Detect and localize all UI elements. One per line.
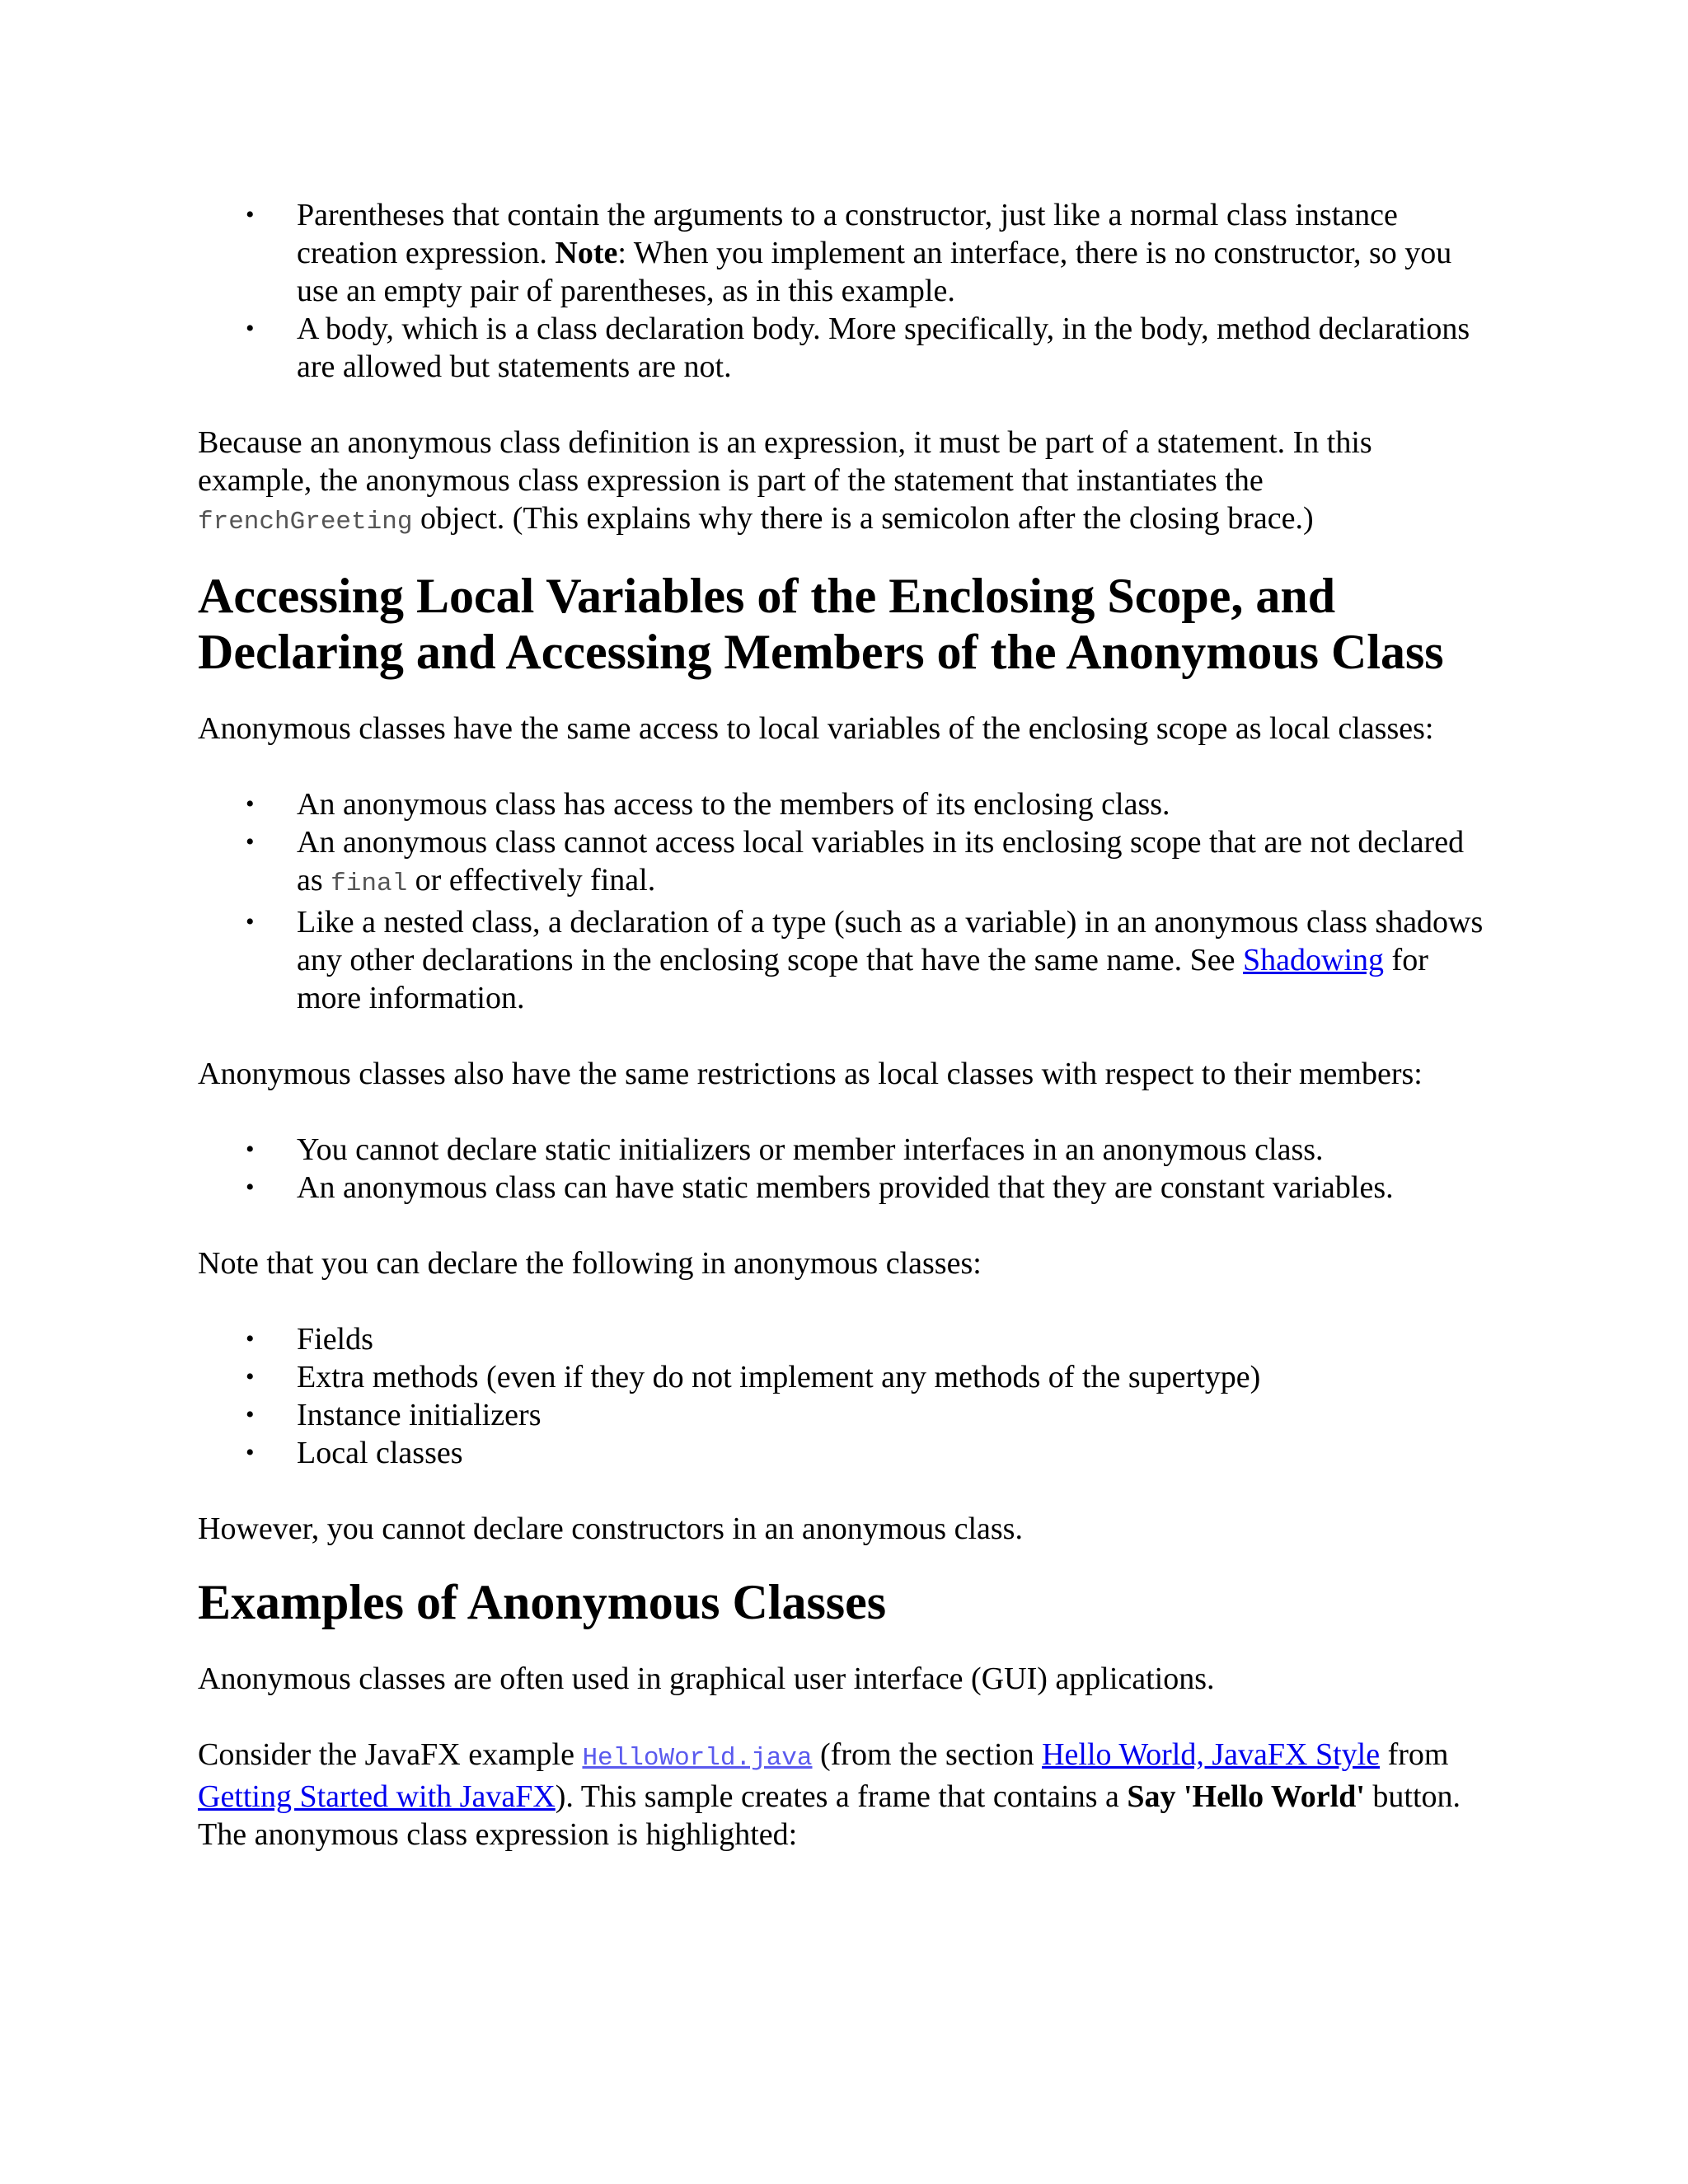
hello-world-javafx-style-link[interactable]: Hello World, JavaFX Style	[1042, 1737, 1381, 1772]
bullet-icon: •	[246, 828, 255, 855]
bullet-icon: •	[246, 1136, 255, 1163]
list-item	[246, 1169, 1484, 1207]
paragraph-text: button. The anonymous class expression is highlighted:	[198, 1779, 1461, 1852]
list-item-text: Parentheses that contain the arguments to a constructor, just like a normal class instance creation expression.	[297, 198, 1398, 270]
list-item-text: An anonymous class has access to the members of its enclosing class.	[297, 787, 1170, 822]
paragraph-text: from	[1380, 1737, 1449, 1772]
paragraph-text: object. (This explains why there is a semicolon after the closing brace.)	[412, 501, 1314, 536]
list-item-text: Local classes	[297, 1436, 463, 1470]
list-item	[246, 1358, 1484, 1396]
bullet-icon: •	[246, 315, 255, 342]
bullet-icon: •	[246, 1363, 255, 1390]
list-item-text: for more information.	[297, 943, 1428, 1015]
list-item-text: Instance initializers	[297, 1398, 542, 1432]
paragraph-text: (from the section	[812, 1737, 1043, 1772]
bullet-list-restrictions	[198, 1131, 1484, 1207]
list-item	[246, 1320, 1484, 1358]
bullet-icon: •	[246, 1325, 255, 1352]
bullet-icon: •	[246, 908, 255, 935]
paragraph-statement	[198, 424, 1484, 541]
list-item-text: A body, which is a class declaration body. More specifically, in the body, method declarations are allowed but statements are not.	[297, 312, 1470, 384]
paragraph-text: Because an anonymous class definition is an expression, it must be part of a statement. In this example, the anonymous class expression is part of the statement that instantiates the	[198, 425, 1372, 498]
bullet-icon: •	[246, 1174, 255, 1201]
button-name-bold: Say 'Hello World'	[1127, 1779, 1365, 1814]
shadowing-link[interactable]: Shadowing	[1243, 943, 1385, 977]
note-label: Note	[555, 236, 618, 270]
list-item	[246, 785, 1484, 823]
list-item	[246, 1131, 1484, 1169]
helloworld-java-link[interactable]: HelloWorld.java	[582, 1744, 813, 1773]
paragraph-declarable-members: Note that you can declare the following in anonymous classes:	[198, 1246, 982, 1281]
bullet-icon: •	[246, 201, 255, 228]
list-item	[246, 903, 1484, 1017]
paragraph-text: ). This sample creates a frame that contains a	[555, 1779, 1128, 1814]
bullet-list-declarable-members	[198, 1320, 1484, 1472]
bullet-list-access-rules	[198, 785, 1484, 1017]
list-item	[246, 196, 1484, 310]
list-item	[246, 310, 1484, 386]
bullet-icon: •	[246, 1401, 255, 1428]
section-heading-examples: Examples of Anonymous Classes	[198, 1575, 887, 1629]
getting-started-javafx-link[interactable]: Getting Started with JavaFX	[198, 1779, 556, 1814]
document-page	[198, 196, 1484, 1854]
bullet-icon: •	[246, 790, 255, 818]
list-item	[246, 823, 1484, 903]
bullet-icon: •	[246, 1439, 255, 1466]
list-item-text: An anonymous class can have static members provided that they are constant variables.	[297, 1170, 1394, 1205]
paragraph-gui-usage: Anonymous classes are often used in graphical user interface (GUI) applications.	[198, 1661, 1215, 1696]
list-item-text: An anonymous class cannot access local variables in its enclosing scope that are not declared as	[297, 825, 1465, 898]
note-text: : When you implement an interface, there is no constructor, so you use an empty pair of parentheses, as in this example.	[297, 236, 1452, 308]
list-item-text: You cannot declare static initializers or member interfaces in an anonymous class.	[297, 1132, 1324, 1167]
paragraph-text: Consider the JavaFX example	[198, 1737, 583, 1772]
paragraph-no-constructors: However, you cannot declare constructors in an anonymous class.	[198, 1511, 1023, 1546]
list-item	[246, 1434, 1484, 1472]
paragraph-javafx-example	[198, 1736, 1484, 1854]
section-heading-accessing-local-variables: Accessing Local Variables of the Enclosing Scope, and Declaring and Accessing Members of the Anonymous Class	[198, 569, 1444, 679]
inline-code-frenchgreeting: frenchGreeting	[198, 508, 413, 537]
paragraph-access: Anonymous classes have the same access to local variables of the enclosing scope as local classes:	[198, 711, 1434, 746]
list-item-text: Fields	[297, 1322, 373, 1357]
list-item-text: Like a nested class, a declaration of a type (such as a variable) in an anonymous class shadows any other declarations in the enclosing scope that have the same name. See	[297, 905, 1484, 977]
paragraph-restrictions: Anonymous classes also have the same restrictions as local classes with respect to their members:	[198, 1057, 1423, 1091]
inline-code-final: final	[331, 869, 408, 898]
list-item-text: or effectively final.	[407, 863, 656, 898]
list-item	[246, 1396, 1484, 1434]
list-item-text: Extra methods (even if they do not implement any methods of the supertype)	[297, 1360, 1261, 1394]
bullet-list-anonymous-class-syntax	[198, 196, 1484, 386]
